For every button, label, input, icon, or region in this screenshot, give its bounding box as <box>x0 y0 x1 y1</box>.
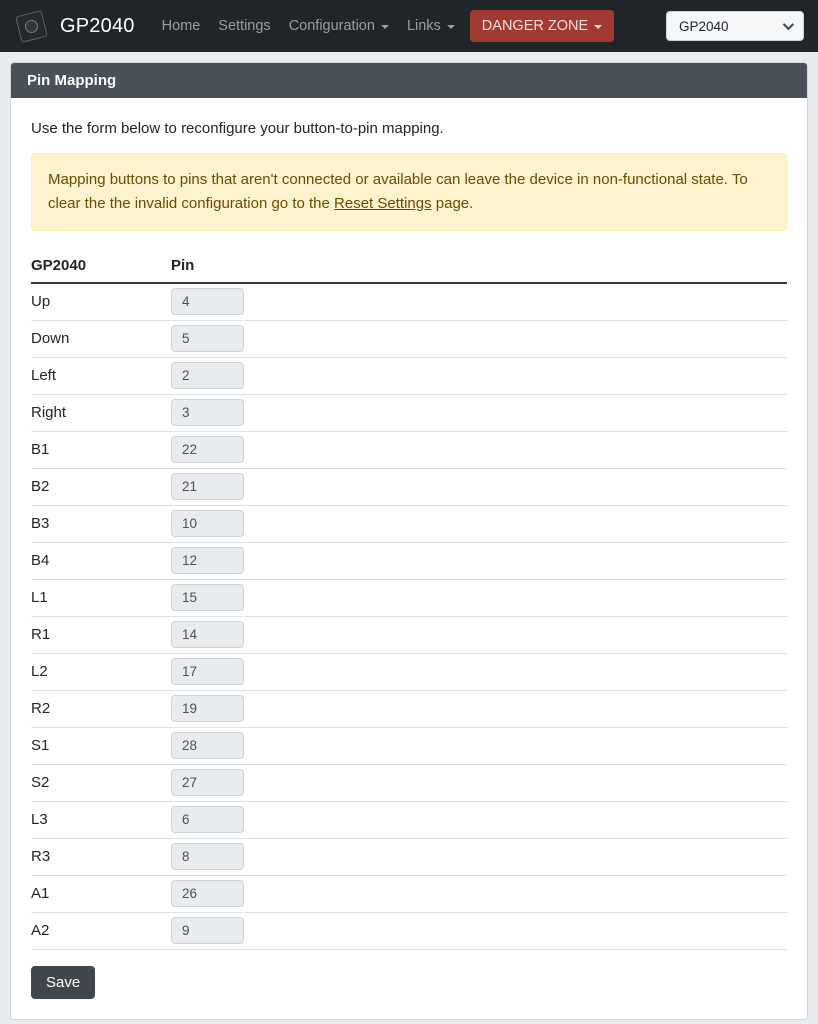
pin-input-up[interactable] <box>171 288 244 315</box>
gp2040-logo-icon <box>15 10 48 43</box>
table-row <box>31 357 787 394</box>
nav-item-links-label: Links <box>406 18 441 34</box>
reset-settings-link[interactable]: Reset Settings <box>334 195 432 212</box>
brand-title: GP2040 <box>60 14 135 37</box>
button-label: L1 <box>31 579 171 616</box>
pin-input-b3[interactable] <box>171 510 244 537</box>
caret-down-icon <box>381 25 389 29</box>
table-row <box>31 727 787 764</box>
button-label: R3 <box>31 838 171 875</box>
table-header-row <box>31 249 787 283</box>
nav-item-links[interactable] <box>398 10 464 42</box>
table-row <box>31 801 787 838</box>
table-row <box>31 690 787 727</box>
nav-item-configuration[interactable] <box>280 10 398 42</box>
board-select-value: GP2040 <box>679 18 729 34</box>
button-label: B1 <box>31 431 171 468</box>
pin-input-a1[interactable] <box>171 880 244 907</box>
pin-input-b4[interactable] <box>171 547 244 574</box>
table-row <box>31 468 787 505</box>
warning-text-after: page. <box>431 195 474 212</box>
pin-input-a2[interactable] <box>171 917 244 944</box>
intro-text: Use the form below to reconfigure your button-to-pin mapping. <box>31 120 444 137</box>
danger-zone-dropdown-button[interactable] <box>470 10 614 42</box>
pin-mapping-card <box>10 62 808 1020</box>
table-row <box>31 653 787 690</box>
table-row <box>31 542 787 579</box>
table-row <box>31 912 787 949</box>
table-row <box>31 394 787 431</box>
column-header-gp2040: GP2040 <box>31 249 171 283</box>
button-label: Right <box>31 394 171 431</box>
table-row <box>31 616 787 653</box>
table-row <box>31 838 787 875</box>
nav-item-settings-label: Settings <box>218 18 271 34</box>
pin-input-b2[interactable] <box>171 473 244 500</box>
pin-input-r2[interactable] <box>171 695 244 722</box>
button-label: A2 <box>31 912 171 949</box>
button-label: L2 <box>31 653 171 690</box>
caret-down-icon <box>447 25 455 29</box>
pin-input-left[interactable] <box>171 362 244 389</box>
button-label: B4 <box>31 542 171 579</box>
pin-input-s1[interactable] <box>171 732 244 759</box>
button-label: B2 <box>31 468 171 505</box>
pin-input-right[interactable] <box>171 399 244 426</box>
chevron-down-icon <box>783 19 794 30</box>
pin-input-b1[interactable] <box>171 436 244 463</box>
warning-alert <box>31 153 787 231</box>
nav-item-settings[interactable] <box>209 10 279 42</box>
table-row <box>31 320 787 357</box>
card-title: Pin Mapping <box>11 63 807 98</box>
card-body <box>11 98 807 1019</box>
button-label: A1 <box>31 875 171 912</box>
button-label: Down <box>31 320 171 357</box>
table-row <box>31 283 787 320</box>
table-row <box>31 764 787 801</box>
button-label: L3 <box>31 801 171 838</box>
table-row <box>31 579 787 616</box>
pin-input-l2[interactable] <box>171 658 244 685</box>
board-select[interactable] <box>666 11 804 41</box>
nav-item-home-label: Home <box>161 18 201 34</box>
button-label: S2 <box>31 764 171 801</box>
column-header-pin: Pin <box>171 249 787 283</box>
button-label: Up <box>31 283 171 320</box>
pin-input-l3[interactable] <box>171 806 244 833</box>
pin-input-l1[interactable] <box>171 584 244 611</box>
nav-item-home[interactable] <box>153 10 210 42</box>
nav-item-configuration-label: Configuration <box>288 18 375 34</box>
button-label: B3 <box>31 505 171 542</box>
navbar <box>0 0 818 52</box>
button-label: R2 <box>31 690 171 727</box>
button-label: S1 <box>31 727 171 764</box>
table-row <box>31 431 787 468</box>
pin-input-s2[interactable] <box>171 769 244 796</box>
table-row <box>31 875 787 912</box>
save-button[interactable]: Save <box>31 966 95 999</box>
button-label: R1 <box>31 616 171 653</box>
pin-mapping-table <box>31 249 787 950</box>
pin-input-r3[interactable] <box>171 843 244 870</box>
warning-text-before: Mapping buttons to pins that aren't connected or available can leave the device in non-functional state. To clear the the invalid configuration go to the <box>48 171 748 212</box>
pin-input-r1[interactable] <box>171 621 244 648</box>
table-row <box>31 505 787 542</box>
danger-zone-label: DANGER ZONE <box>481 18 589 34</box>
caret-down-icon <box>594 25 602 29</box>
pin-input-down[interactable] <box>171 325 244 352</box>
button-label: Left <box>31 357 171 394</box>
